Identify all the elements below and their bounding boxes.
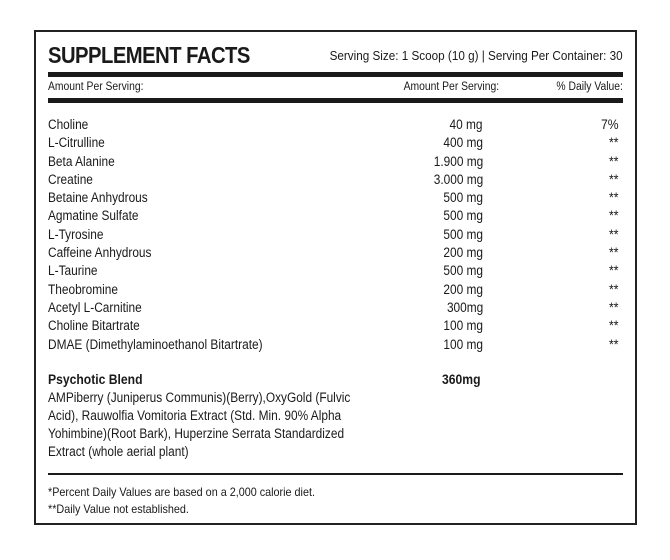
ingredient-amount: 100 mg — [443, 336, 483, 352]
footnotes — [48, 484, 315, 518]
ingredient-amount: 1.900 mg — [433, 153, 483, 169]
ingredient-row — [48, 189, 623, 207]
ingredient-daily-value: ** — [609, 336, 619, 352]
ingredient-daily-value: ** — [609, 171, 619, 187]
ingredient-daily-value: 7% — [601, 117, 619, 132]
header-divider — [48, 72, 623, 77]
ingredient-row — [48, 207, 623, 225]
ingredient-name: Caffeine Anhydrous — [48, 245, 152, 261]
blend-description-line: AMPiberry (Juniperus Communis)(Berry),OxyGold (Fulvic — [48, 390, 351, 405]
ingredient-name: Choline Bitartrate — [48, 318, 140, 334]
ingredient-amount: 300mg — [446, 299, 483, 315]
panel-title: SUPPLEMENT FACTS — [48, 42, 250, 68]
footnote-daily-values: *Percent Daily Values are based on a 2,000 calorie diet. — [48, 485, 315, 499]
ingredient-row — [48, 281, 623, 299]
ingredient-name: Agmatine Sulfate — [48, 208, 139, 224]
ingredient-amount: 3.000 mg — [433, 171, 483, 187]
ingredient-row — [48, 317, 623, 335]
ingredient-row — [48, 244, 623, 262]
column-header-left: Amount Per Serving: — [48, 81, 144, 93]
serving-info: Serving Size: 1 Scoop (10 g) | Serving Per Container: 30 — [329, 48, 623, 63]
column-header-divider — [48, 98, 623, 103]
ingredient-daily-value: ** — [609, 153, 619, 169]
ingredient-name: Theobromine — [48, 281, 119, 297]
ingredient-amount: 40 mg — [449, 117, 483, 132]
ingredient-name: Acetyl L-Carnitine — [48, 299, 142, 315]
ingredient-row — [48, 171, 623, 189]
blend-title: Psychotic Blend — [48, 372, 143, 387]
blend-description-line: Extract (whole aerial plant) — [48, 444, 189, 459]
ingredient-name: L-Citrulline — [48, 135, 105, 151]
ingredient-daily-value: ** — [609, 281, 619, 297]
supplement-facts-panel — [34, 30, 637, 525]
ingredient-daily-value: ** — [609, 299, 619, 315]
ingredient-row — [48, 262, 623, 280]
ingredient-amount: 500 mg — [443, 190, 483, 206]
footnote-not-established: **Daily Value not established. — [48, 502, 189, 516]
ingredient-amount: 400 mg — [443, 135, 483, 151]
blend-description-line: Acid), Rauwolfia Vomitoria Extract (Std. Min. 90% Alpha — [48, 408, 342, 423]
ingredient-daily-value: ** — [609, 245, 619, 261]
ingredient-list — [48, 116, 623, 354]
ingredient-amount: 200 mg — [443, 281, 483, 297]
ingredient-amount: 500 mg — [443, 263, 483, 279]
ingredient-row — [48, 336, 623, 354]
ingredient-daily-value: ** — [609, 226, 619, 242]
ingredient-amount: 100 mg — [443, 318, 483, 334]
ingredient-name: Choline — [48, 117, 89, 132]
ingredient-daily-value: ** — [609, 263, 619, 279]
blend-description — [48, 389, 374, 461]
ingredient-row — [48, 226, 623, 244]
column-header-daily-value: % Daily Value: — [556, 81, 623, 93]
footnote-divider — [48, 473, 623, 475]
ingredient-row — [48, 134, 623, 152]
ingredient-amount: 500 mg — [443, 208, 483, 224]
ingredient-daily-value: ** — [609, 190, 619, 206]
panel-header — [48, 38, 623, 76]
ingredient-name: Creatine — [48, 171, 93, 187]
column-header-amount: Amount Per Serving: — [403, 81, 499, 93]
ingredient-amount: 200 mg — [443, 245, 483, 261]
ingredient-name: L-Tyrosine — [48, 226, 104, 242]
ingredient-name: DMAE (Dimethylaminoethanol Bitartrate) — [48, 336, 263, 352]
ingredient-name: Beta Alanine — [48, 153, 115, 169]
ingredient-daily-value: ** — [609, 318, 619, 334]
blend-description-line: Yohimbine)(Root Bark), Huperzine Serrata Standardized — [48, 426, 345, 441]
ingredient-daily-value: ** — [609, 208, 619, 224]
ingredient-name: Betaine Anhydrous — [48, 190, 148, 206]
ingredient-row — [48, 299, 623, 317]
ingredient-amount: 500 mg — [443, 226, 483, 242]
ingredient-row — [48, 153, 623, 171]
ingredient-daily-value: ** — [609, 135, 619, 151]
ingredient-row — [48, 116, 623, 134]
blend-amount: 360mg — [442, 372, 481, 387]
ingredient-name: L-Taurine — [48, 263, 98, 279]
